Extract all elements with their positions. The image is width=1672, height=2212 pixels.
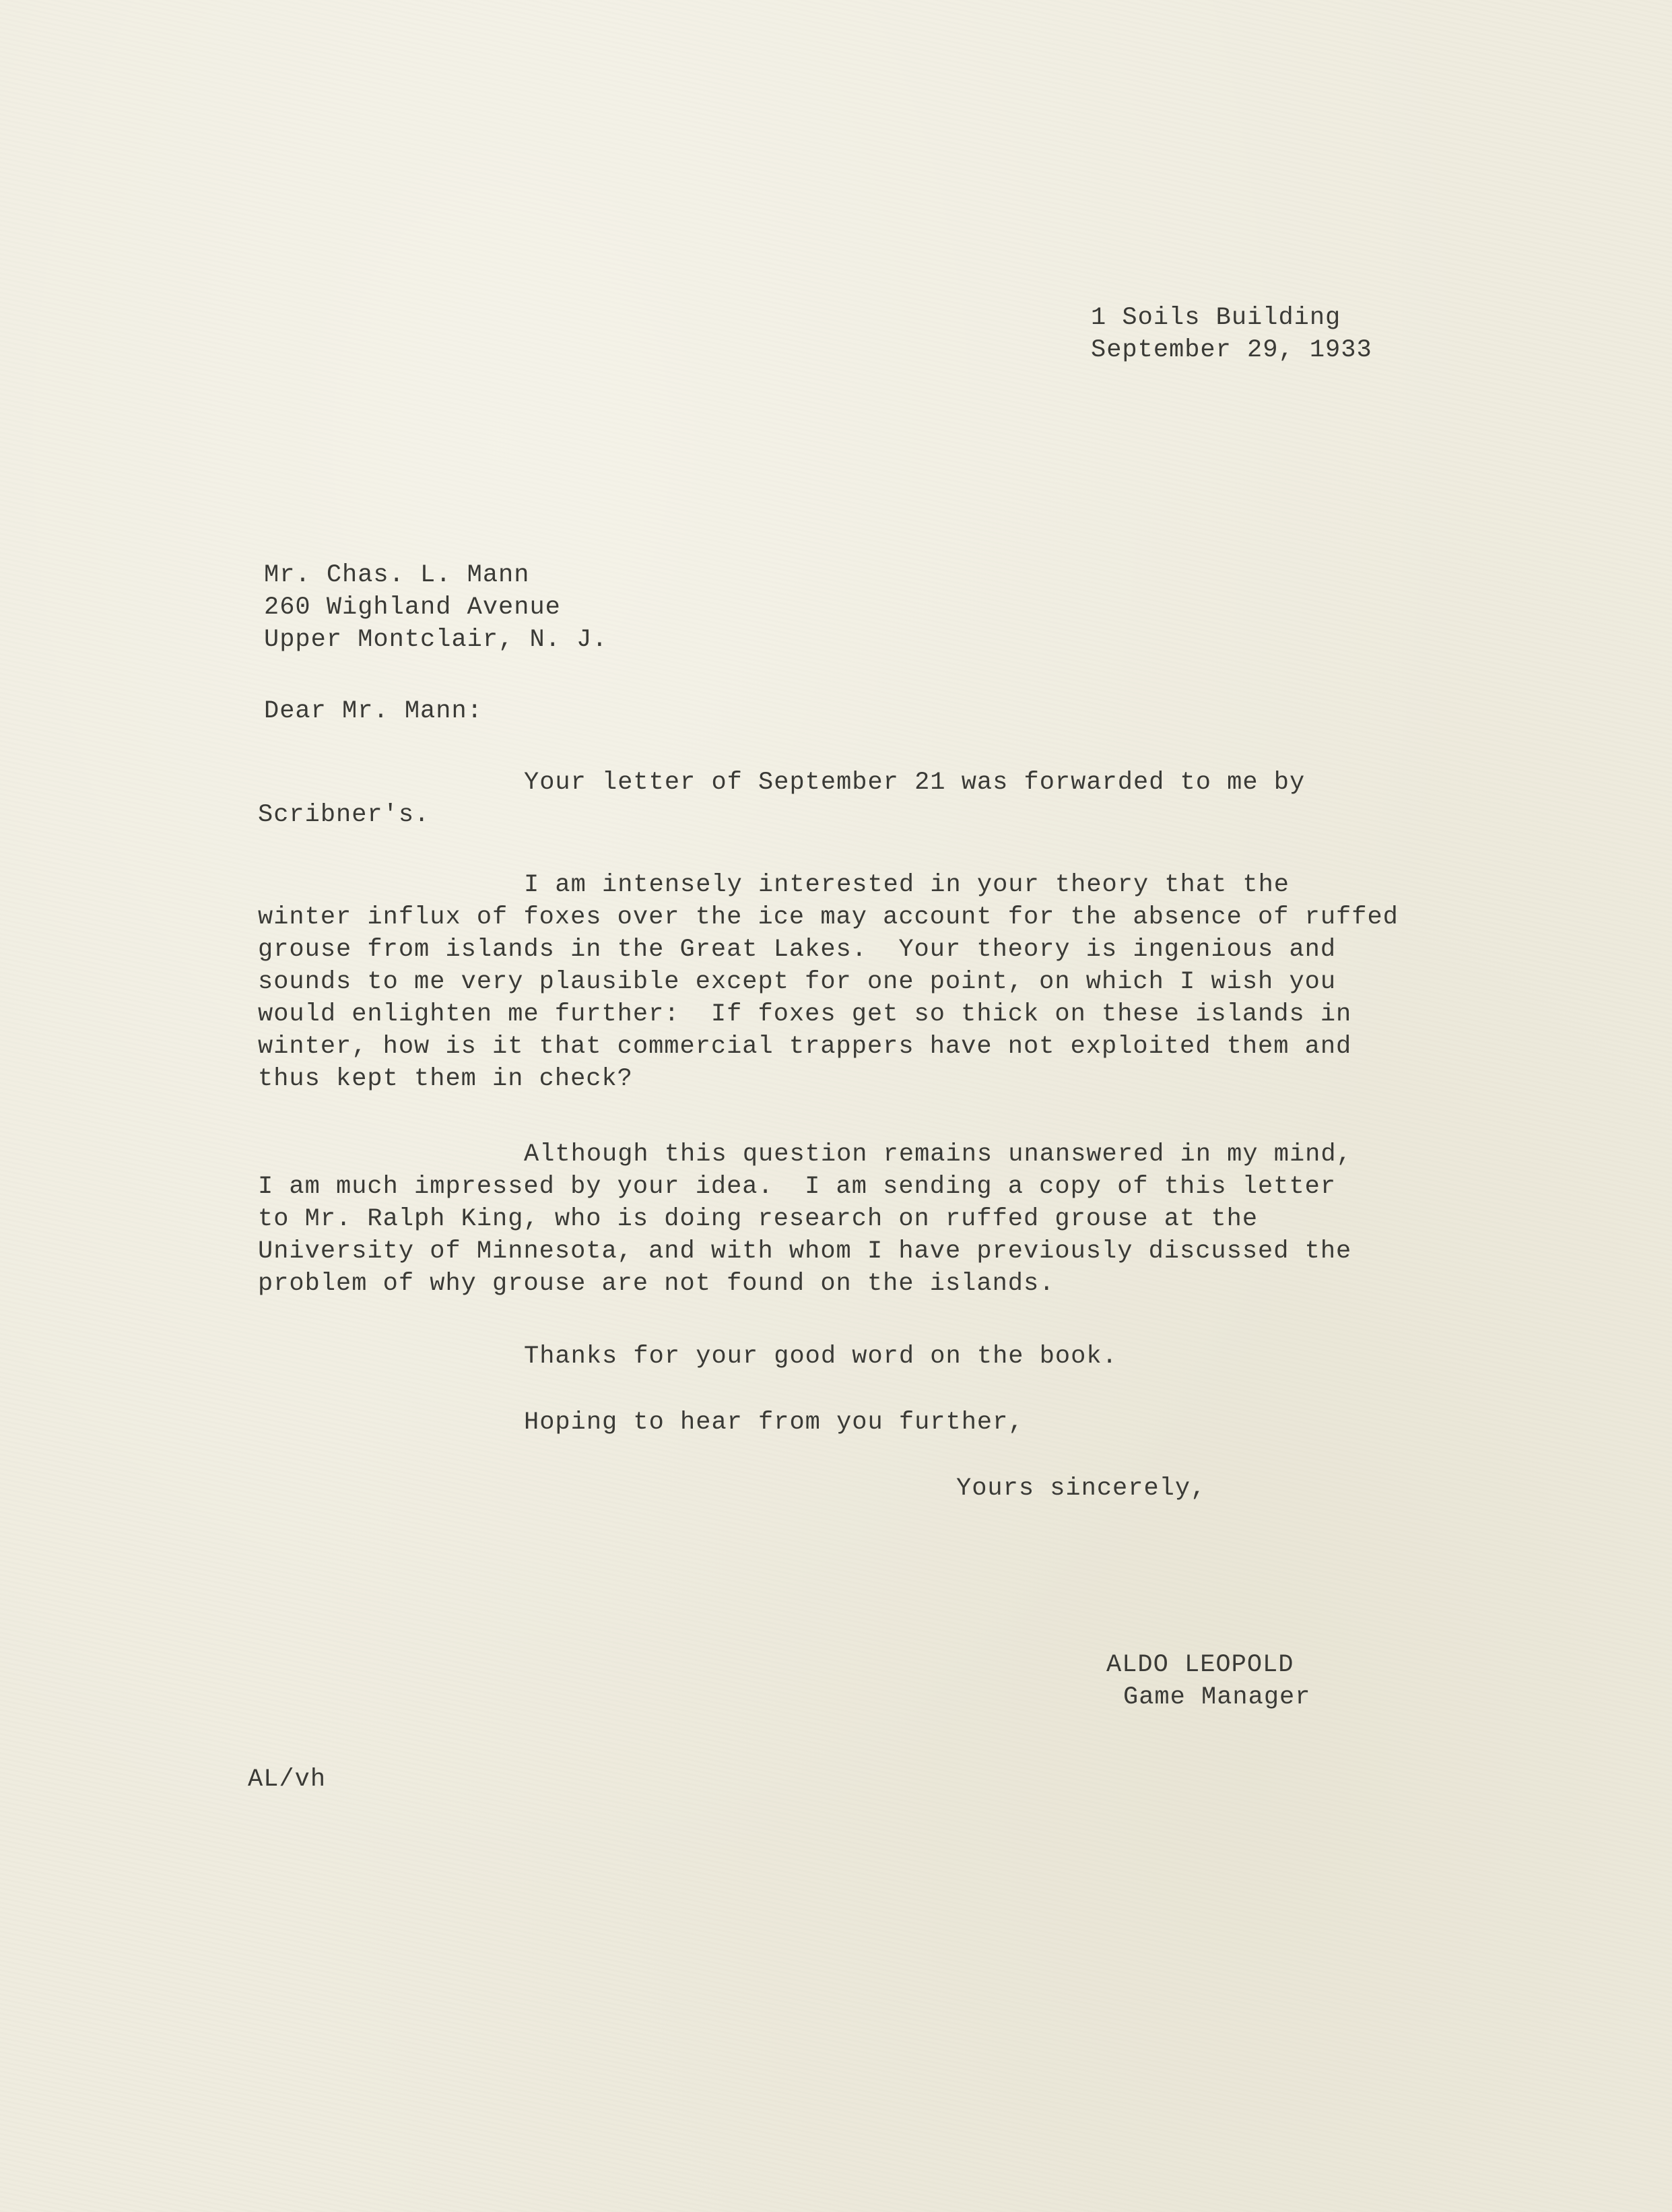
paragraph-1-line-1: Your letter of September 21 was forwarded to me by	[524, 769, 1306, 797]
paragraph-2-line-1: I am intensely interested in your theory that the	[524, 871, 1290, 899]
paragraph-5: Hoping to hear from you further,	[524, 1408, 1024, 1437]
letter-date: September 29, 1933	[1091, 336, 1372, 364]
recipient-street: 260 Wighland Avenue	[264, 593, 561, 622]
paragraph-2-line-3: grouse from islands in the Great Lakes. Your theory is ingenious and	[258, 936, 1337, 964]
paragraph-4: Thanks for your good word on the book.	[524, 1342, 1118, 1371]
paragraph-3-line-4: University of Minnesota, and with whom I have previously discussed the	[258, 1237, 1352, 1266]
typist-initials: AL/vh	[248, 1765, 327, 1794]
paragraph-2-line-7: thus kept them in check?	[258, 1065, 633, 1093]
paragraph-3-line-5: problem of why grouse are not found on the islands.	[258, 1270, 1055, 1298]
paragraph-2-line-4: sounds to me very plausible except for one point, on which I wish you	[258, 968, 1337, 996]
signature-title: Game Manager	[1123, 1683, 1311, 1712]
paragraph-2-line-2: winter influx of foxes over the ice may account for the absence of ruffed	[258, 903, 1399, 932]
salutation: Dear Mr. Mann:	[264, 697, 483, 725]
signature-name: ALDO LEOPOLD	[1106, 1651, 1294, 1679]
paragraph-3-line-1: Although this question remains unanswered in my mind,	[524, 1140, 1352, 1169]
paragraph-1-line-2: Scribner's.	[258, 801, 430, 829]
paragraph-2-line-6: winter, how is it that commercial trappers have not exploited them and	[258, 1033, 1352, 1061]
paragraph-3-line-3: to Mr. Ralph King, who is doing research on ruffed grouse at the	[258, 1205, 1259, 1233]
sender-address: 1 Soils Building	[1091, 304, 1341, 332]
recipient-name: Mr. Chas. L. Mann	[264, 561, 530, 589]
recipient-city: Upper Montclair, N. J.	[264, 626, 608, 654]
paragraph-2-line-5: would enlighten me further: If foxes get so thick on these islands in	[258, 1000, 1352, 1029]
paragraph-3-line-2: I am much impressed by your idea. I am sending a copy of this letter	[258, 1173, 1337, 1201]
closing: Yours sincerely,	[956, 1474, 1207, 1503]
